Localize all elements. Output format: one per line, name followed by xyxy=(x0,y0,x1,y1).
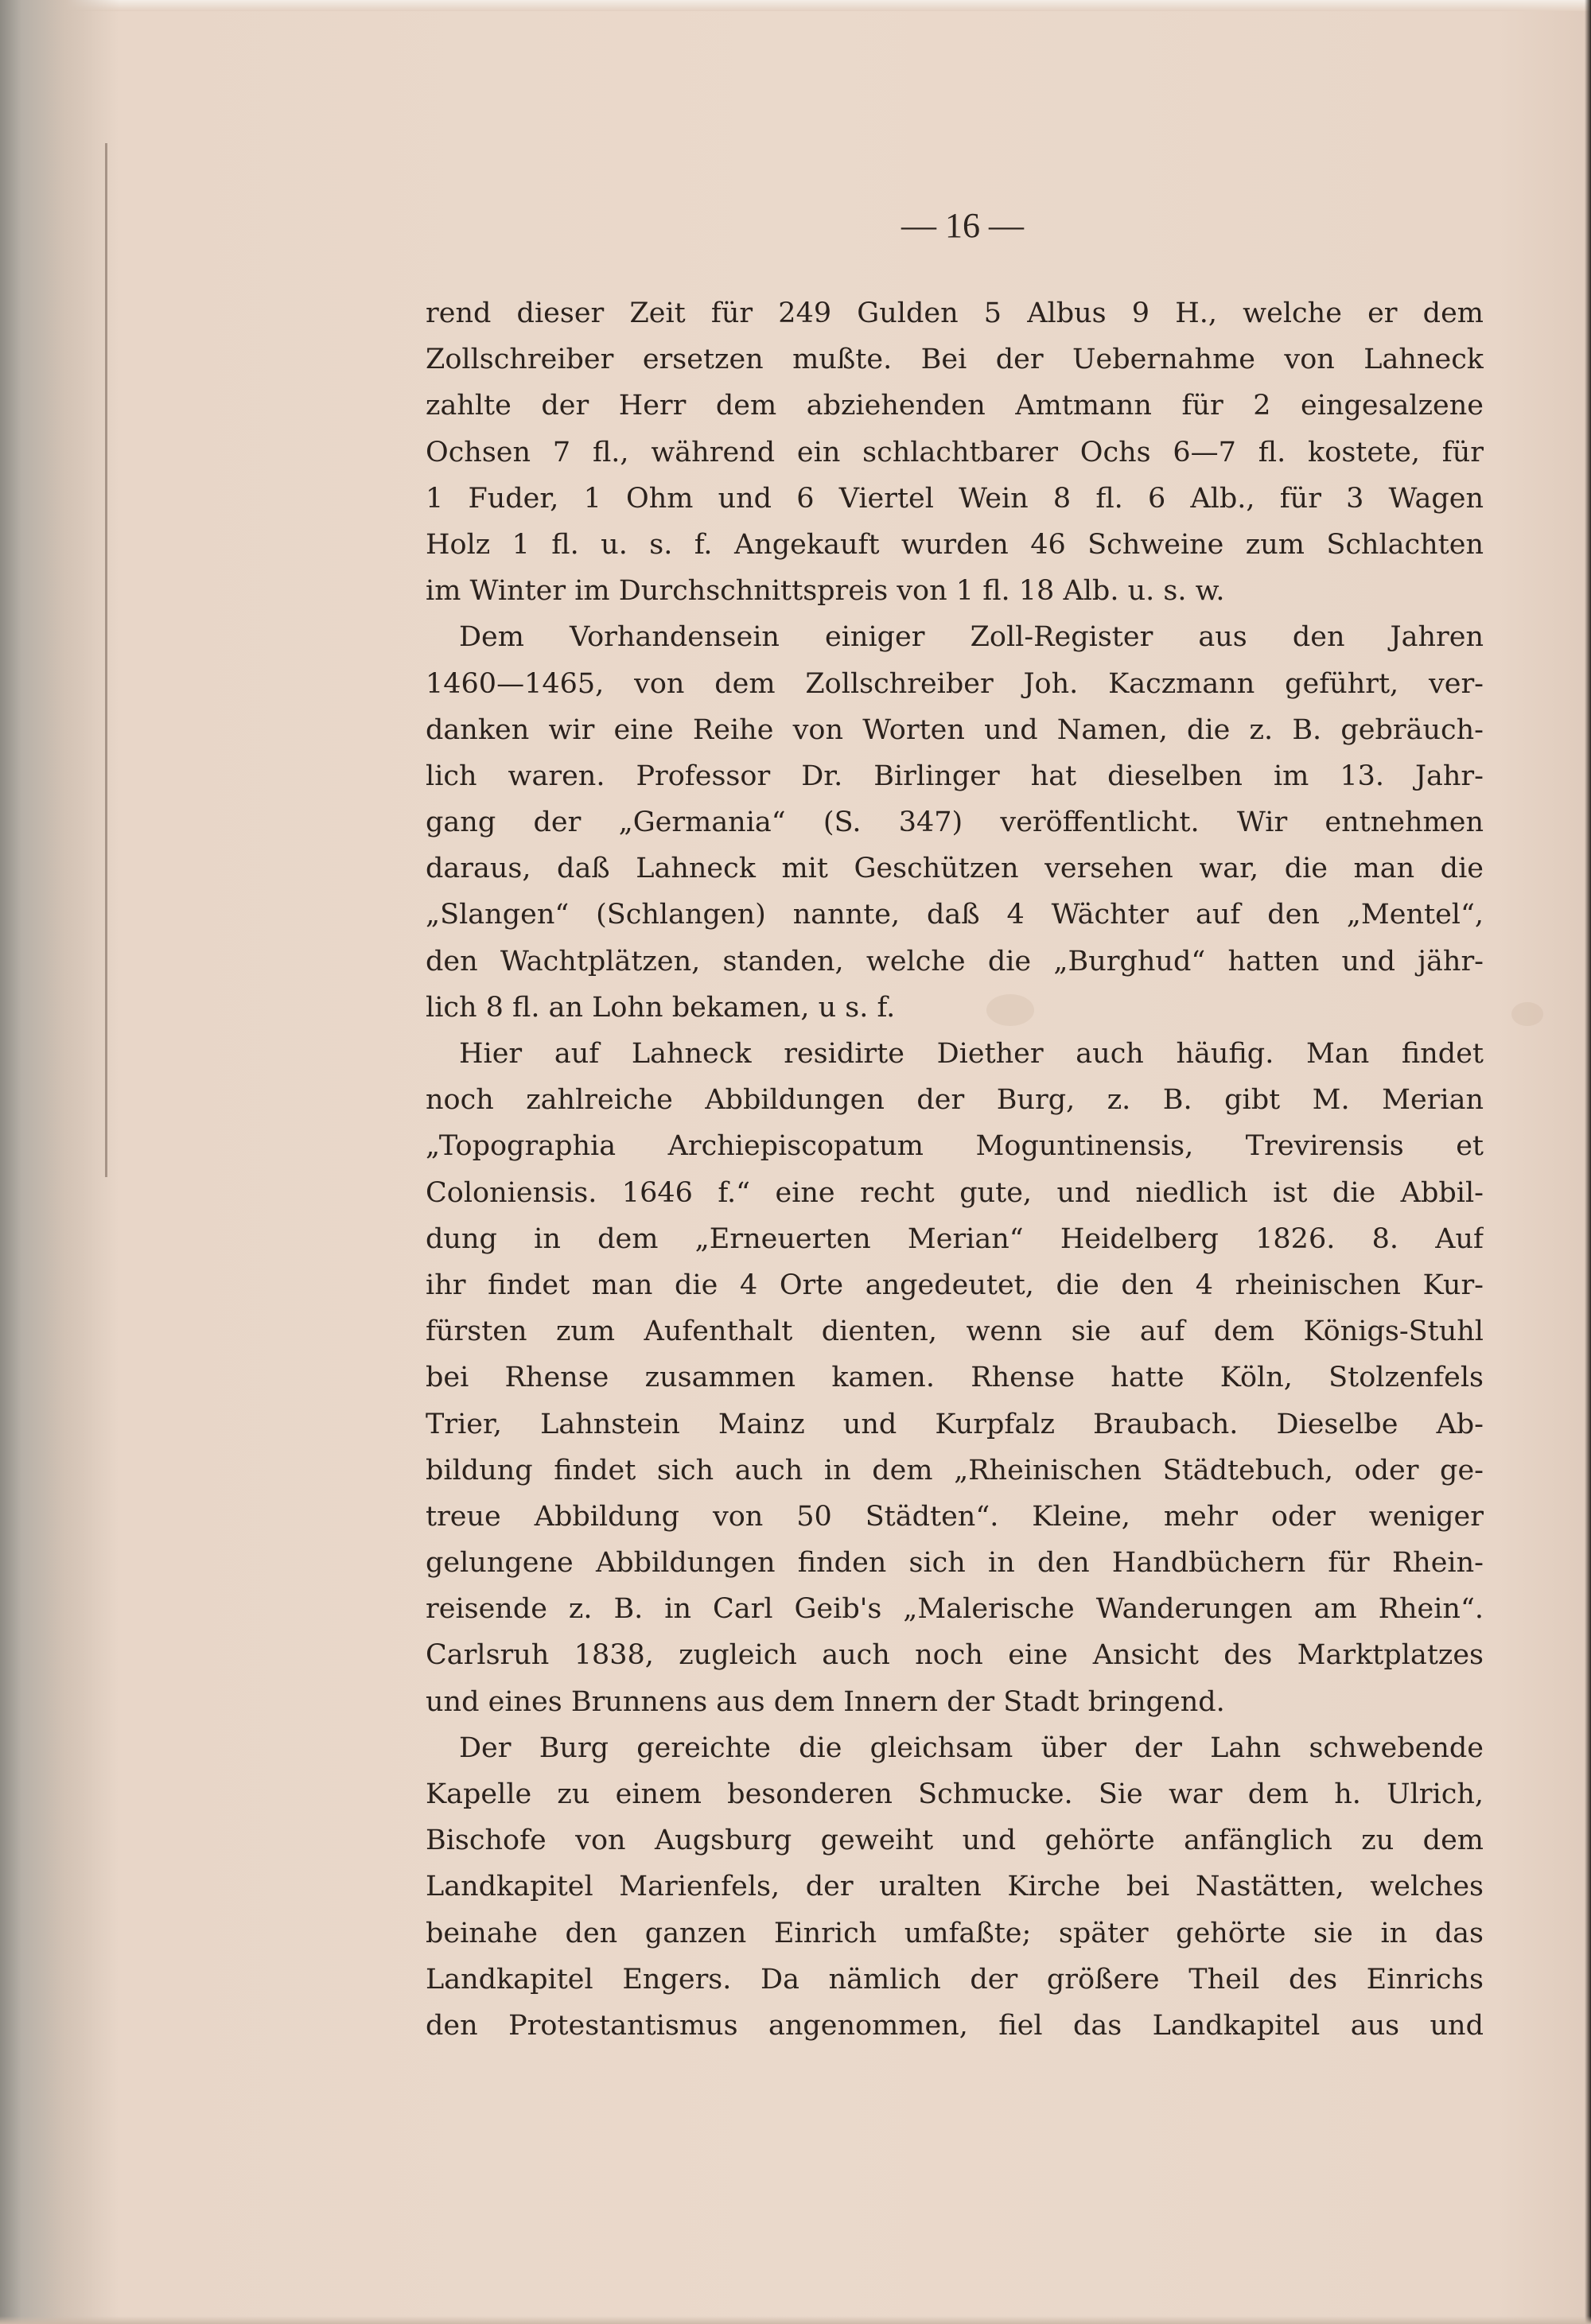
text-line: 1460—1465, von dem Zollschreiber Joh. Kaczmann geführt, ver- xyxy=(426,667,1484,700)
text-line: Kapelle zu einem besonderen Schmucke. Sie war dem h. Ulrich, xyxy=(426,1778,1484,1810)
text-line: Landkapitel Engers. Da nämlich der größere Theil des Einrichs xyxy=(426,1963,1484,1996)
text-line: dung in dem „Erneuerten Merian“ Heidelberg 1826. 8. Auf xyxy=(426,1222,1484,1255)
text-line: ihr findet man die 4 Orte angedeutet, die den 4 rheinischen Kur- xyxy=(426,1269,1484,1301)
page-top-edge xyxy=(0,0,1591,11)
text-line: im Winter im Durchschnittspreis von 1 fl. 18 Alb. u. s. w. xyxy=(426,575,1225,608)
text-line: lich 8 fl. an Lohn bekamen, u s. f. xyxy=(426,991,896,1024)
text-line: Carlsruh 1838, zugleich auch noch eine Ansicht des Marktplatzes xyxy=(426,1639,1484,1672)
binding-crease xyxy=(105,143,107,1177)
text-line: Dem Vorhandensein einiger Zoll-Register aus den Jahren xyxy=(459,621,1484,654)
body-text xyxy=(426,290,1484,2049)
text-line: den Wachtplätzen, standen, welche die „Burghud“ hatten und jähr- xyxy=(426,945,1484,977)
text-line: Trier, Lahnstein Mainz und Kurpfalz Braubach. Dieselbe Ab- xyxy=(426,1408,1484,1440)
text-line: bei Rhense zusammen kamen. Rhense hatte Köln, Stolzenfels xyxy=(426,1362,1484,1394)
text-line: reisende z. B. in Carl Geib's „Malerische Wanderungen am Rhein“. xyxy=(426,1593,1484,1626)
text-line: daraus, daß Lahneck mit Geschützen versehen war, die man die xyxy=(426,853,1484,885)
text-line: gang der „Germania“ (S. 347) veröffentlicht. Wir entnehmen xyxy=(426,806,1484,839)
text-line: zahlte der Herr dem abziehenden Amtmann für 2 eingesalzene xyxy=(426,390,1484,422)
text-line: fürsten zum Aufenthalt dienten, wenn sie auf dem Königs-Stuhl xyxy=(426,1316,1484,1348)
text-line: Landkapitel Marienfels, der uralten Kirche bei Nastätten, welches xyxy=(426,1871,1484,1903)
text-line: Holz 1 fl. u. s. f. Angekauft wurden 46 Schweine zum Schlachten xyxy=(426,528,1484,561)
text-line: 1 Fuder, 1 Ohm und 6 Viertel Wein 8 fl. 6 Alb., für 3 Wagen xyxy=(426,482,1484,515)
text-line: bildung findet sich auch in dem „Rheinischen Städtebuch, oder ge- xyxy=(426,1454,1484,1487)
text-line: Bischofe von Augsburg geweiht und gehörte anfänglich zu dem xyxy=(426,1825,1484,1857)
text-line: Hier auf Lahneck residirte Diether auch häufig. Man findet xyxy=(459,1038,1484,1070)
text-line: Der Burg gereichte die gleichsam über der Lahn schwebende xyxy=(459,1731,1484,1764)
page-number: — 16 — xyxy=(901,206,1024,245)
text-line: lich waren. Professor Dr. Birlinger hat dieselben im 13. Jahr- xyxy=(426,760,1484,792)
text-line: Zollschreiber ersetzen mußte. Bei der Uebernahme von Lahneck xyxy=(426,344,1484,376)
text-line: Ochsen 7 fl., während ein schlachtbarer Ochs 6—7 fl. kostete, für xyxy=(426,436,1484,468)
text-line: beinahe den ganzen Einrich umfaßte; später gehörte sie in das xyxy=(426,1917,1484,1949)
text-line: und eines Brunnens aus dem Innern der Stadt bringend. xyxy=(426,1685,1225,1718)
page-right-edge xyxy=(1585,0,1591,2324)
page-bottom-edge xyxy=(0,2316,1591,2324)
text-line: gelungene Abbildungen finden sich in den Handbüchern für Rhein- xyxy=(426,1547,1484,1580)
text-line: noch zahlreiche Abbildungen der Burg, z. B. gibt M. Merian xyxy=(426,1084,1484,1117)
text-line: Coloniensis. 1646 f.“ eine recht gute, und niedlich ist die Abbil- xyxy=(426,1176,1484,1209)
text-line: treue Abbildung von 50 Städten“. Kleine, mehr oder weniger xyxy=(426,1500,1484,1533)
text-line: „Slangen“ (Schlangen) nannte, daß 4 Wächter auf den „Mentel“, xyxy=(426,899,1484,931)
paper-stain xyxy=(1511,1002,1543,1026)
text-line: rend dieser Zeit für 249 Gulden 5 Albus 9 H., welche er dem xyxy=(426,297,1484,329)
book-binding-shadow xyxy=(0,0,119,2324)
text-line: den Protestantismus angenommen, fiel das Landkapitel aus und xyxy=(426,2009,1484,2042)
text-line: „Topographia Archiepiscopatum Moguntinensis, Trevirensis et xyxy=(426,1130,1484,1163)
text-line: danken wir eine Reihe von Worten und Namen, die z. B. gebräuch- xyxy=(426,713,1484,746)
